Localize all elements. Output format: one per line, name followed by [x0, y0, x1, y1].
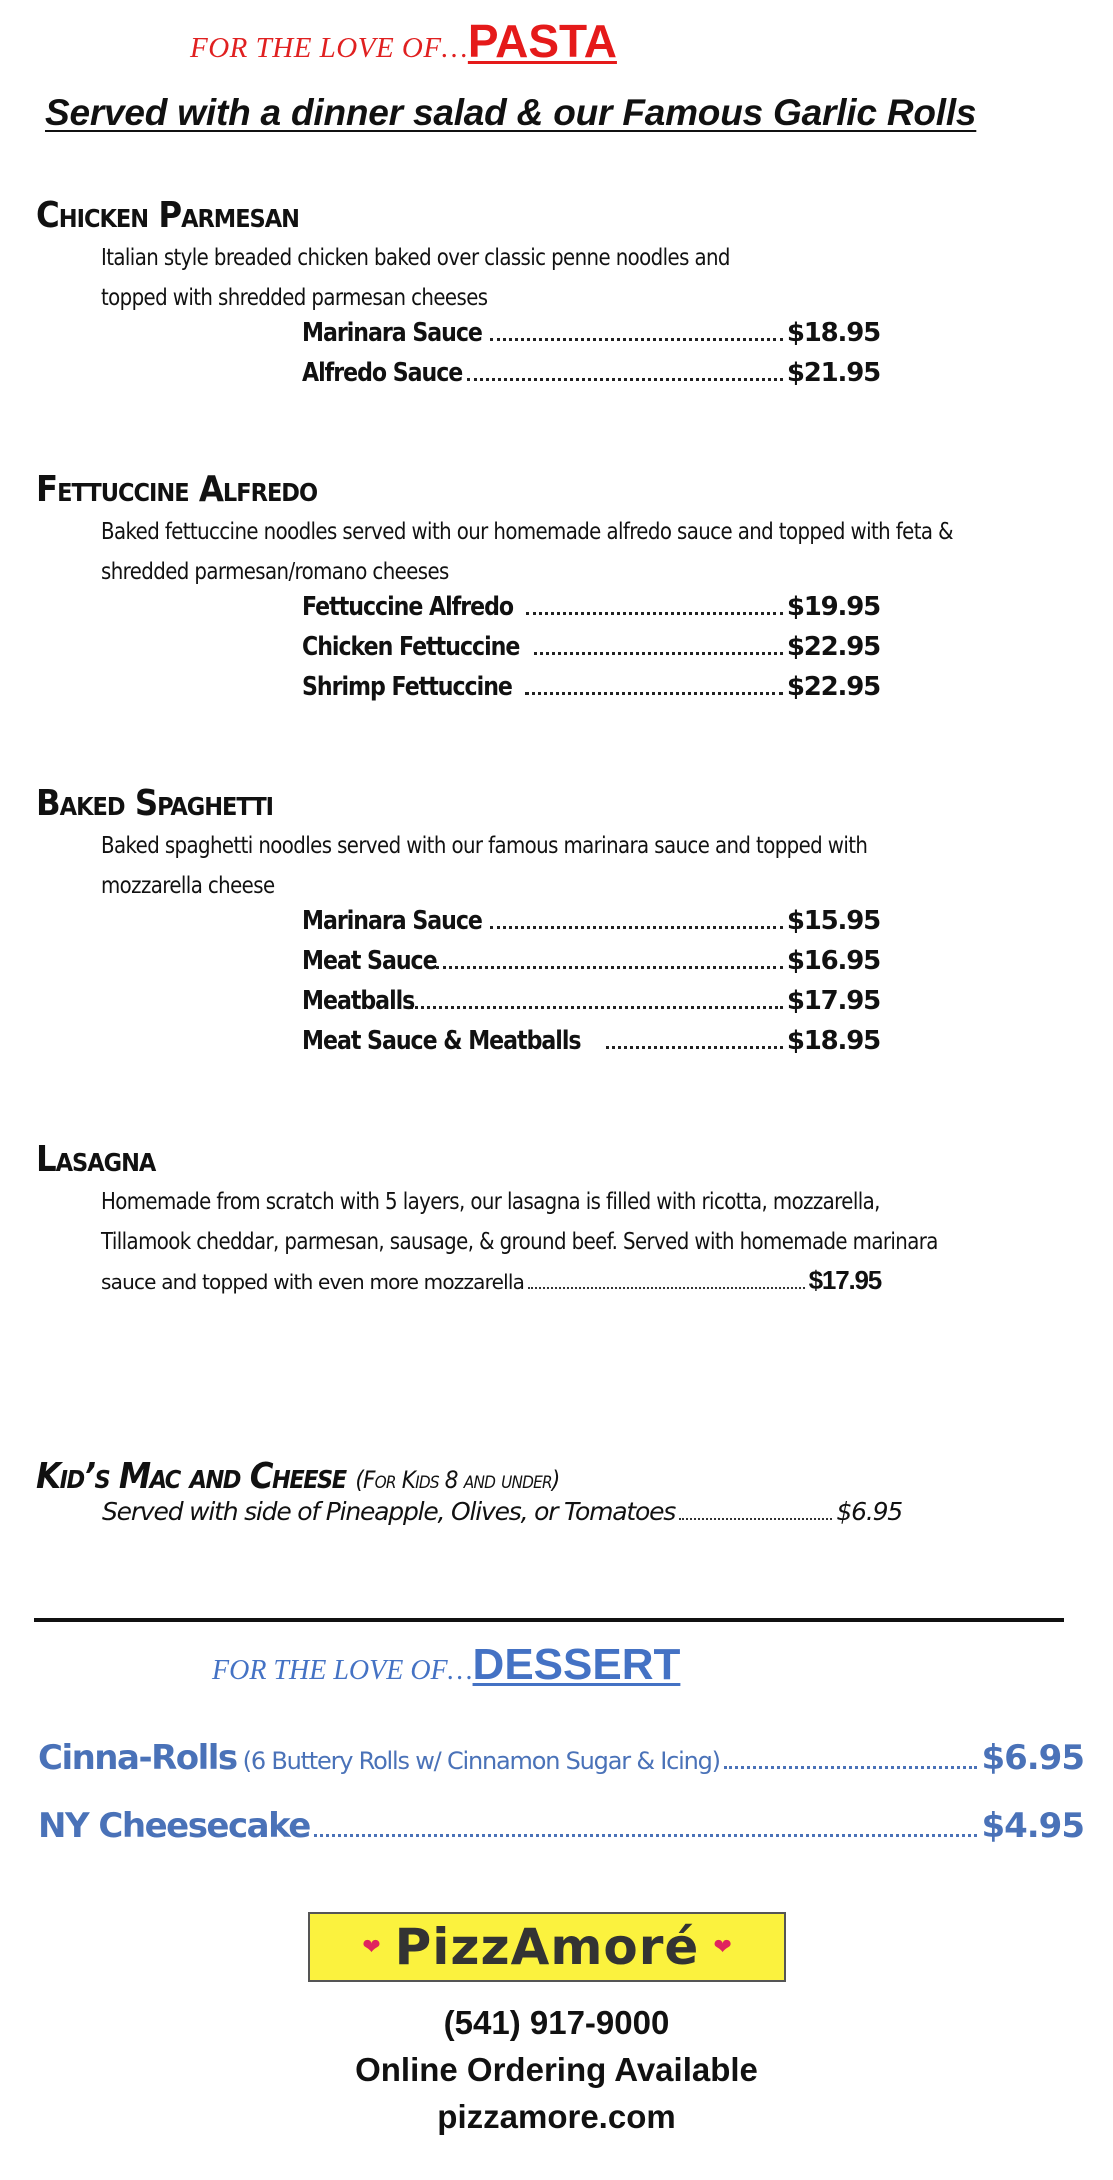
item-name: Shrimp Fettuccine [302, 672, 512, 702]
item-name: Marinara Sauce [302, 906, 482, 936]
item-price: $18.95 [786, 318, 880, 348]
section-title: Fettuccine Alfredo [36, 469, 318, 510]
item-price: $22.95 [786, 632, 880, 662]
leader-dots [528, 1287, 805, 1289]
section-description-line: Baked spaghetti noodles served with our famous marinara sauce and topped with [101, 833, 868, 859]
item-name: Alfredo Sauce [302, 358, 463, 388]
section-fettuccine-alfredo [36, 468, 1066, 712]
leader-dots [679, 1518, 832, 1520]
section-description-line: shredded parmesan/romano cheeses [101, 559, 449, 585]
leader-dots [436, 966, 783, 969]
phone-number: (541) 917-9000 [443, 2004, 670, 2041]
section-title [36, 1456, 1066, 1497]
item-price: $15.95 [786, 906, 880, 936]
leader-dots [724, 1766, 978, 1769]
section-title: Chicken Parmesan [36, 195, 299, 236]
leader-dots [467, 378, 783, 381]
dessert-header [212, 1640, 680, 1690]
price-row [302, 592, 880, 632]
item-name: Chicken Fettuccine [302, 632, 520, 662]
dessert-name: Cinna-Rolls [38, 1738, 237, 1778]
pasta-header [190, 14, 617, 68]
website-link[interactable]: pizzamore.com [437, 2098, 676, 2135]
pasta-header-word: PASTA [467, 15, 617, 67]
dessert-row-cinna-rolls [38, 1738, 1084, 1778]
pasta-header-prefix: FOR THE LOVE OF… [190, 32, 468, 64]
section-divider [34, 1618, 1064, 1622]
dessert-note: (6 Buttery Rolls w/ Cinnamon Sugar & Icing) [242, 1747, 720, 1775]
price-row [302, 1026, 880, 1066]
kids-title-text: Kid’s Mac and Cheese [36, 1456, 346, 1497]
kids-description: Served with side of Pineapple, Olives, or Tomatoes [102, 1497, 676, 1526]
item-name: Meat Sauce & Meatballs [302, 1026, 581, 1056]
kids-price-line [102, 1497, 902, 1528]
section-description-line: Italian style breaded chicken baked over classic penne noodles and [101, 245, 730, 271]
section-description-line: Baked fettuccine noodles served with our homemade alfredo sauce and topped with feta & [101, 519, 953, 545]
section-title: Lasagna [36, 1139, 156, 1180]
lasagna-price-line [101, 1262, 881, 1302]
pasta-subtitle: Served with a dinner salad & our Famous Garlic Rolls [45, 92, 977, 133]
item-price: $6.95 [836, 1497, 902, 1526]
section-baked-spaghetti [36, 782, 1066, 1066]
section-description-line: Tillamook cheddar, parmesan, sausage, & ground beef. Served with homemade marinara [101, 1229, 938, 1255]
price-row [302, 906, 880, 946]
dessert-name: NY Cheesecake [38, 1806, 310, 1846]
leader-dots [410, 1006, 783, 1009]
item-price: $18.95 [786, 1026, 880, 1056]
price-list [302, 318, 880, 398]
item-price: $19.95 [786, 592, 880, 622]
leader-dots [314, 1834, 978, 1837]
price-row [302, 632, 880, 672]
section-description-line: Homemade from scratch with 5 layers, our lasagna is filled with ricotta, mozzarella, [101, 1189, 880, 1215]
section-description-line: mozzarella cheese [101, 873, 275, 899]
leader-dots [490, 926, 783, 929]
price-row [302, 946, 880, 986]
pizzamore-logo [308, 1912, 786, 1982]
item-name: Meat Sauce [302, 946, 437, 976]
price-list [302, 906, 880, 1066]
item-price: $21.95 [786, 358, 880, 388]
price-row [302, 358, 880, 398]
section-description-line: topped with shredded parmesan cheeses [101, 285, 488, 311]
dessert-header-word: DESSERT [472, 1640, 681, 1689]
leader-dots [526, 612, 783, 615]
item-name: Marinara Sauce [302, 318, 482, 348]
kids-age-note: (For Kids 8 and under) [355, 1466, 560, 1494]
heart-icon: ❤ [713, 1934, 732, 1959]
heart-icon: ❤ [362, 1934, 381, 1959]
dessert-header-prefix: FOR THE LOVE OF… [212, 1655, 473, 1686]
leader-dots [606, 1046, 783, 1049]
section-description-line: sauce and topped with even more mozzarella [101, 1270, 525, 1294]
item-price: $17.95 [786, 986, 880, 1016]
dessert-row-cheesecake [38, 1806, 1084, 1846]
price-row [302, 318, 880, 358]
leader-dots [490, 338, 783, 341]
price-row [302, 672, 880, 712]
logo-text: PizzAmoré [394, 1918, 700, 1976]
item-name: Meatballs [302, 986, 415, 1016]
price-row [302, 986, 880, 1026]
dessert-price: $4.95 [981, 1806, 1084, 1846]
item-price: $17.95 [808, 1265, 881, 1295]
price-list [302, 592, 880, 712]
section-title: Baked Spaghetti [36, 783, 274, 824]
dessert-price: $6.95 [981, 1738, 1084, 1778]
leader-dots [525, 692, 783, 695]
item-name: Fettuccine Alfredo [302, 592, 514, 622]
item-price: $16.95 [786, 946, 880, 976]
online-ordering-text: Online Ordering Available [355, 2051, 758, 2088]
section-kids-mac [36, 1456, 1066, 1528]
section-lasagna [36, 1138, 1066, 1302]
item-price: $22.95 [786, 672, 880, 702]
leader-dots [534, 652, 783, 655]
section-chicken-parmesan [36, 194, 1066, 398]
